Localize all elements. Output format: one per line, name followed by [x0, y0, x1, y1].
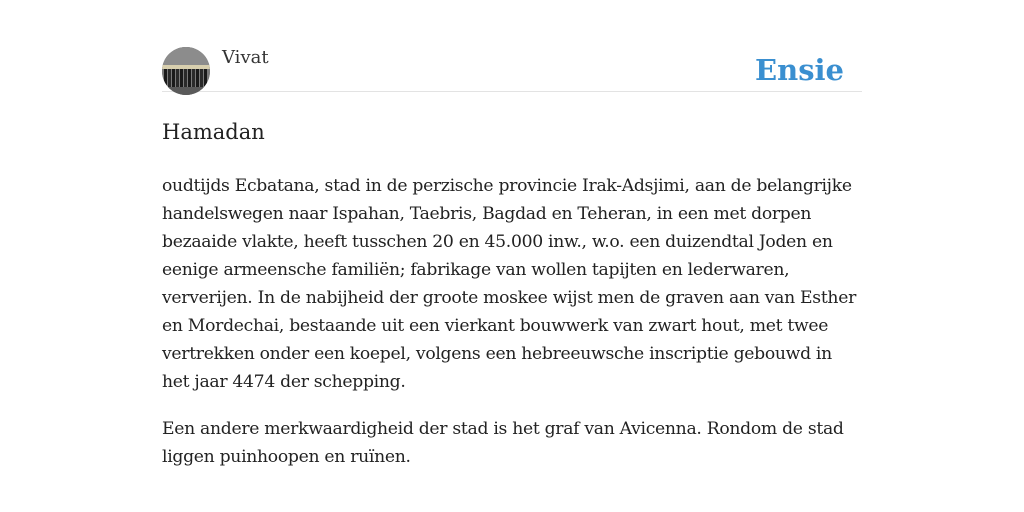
brand-logo[interactable]: Ensie	[755, 53, 844, 87]
entry-body	[162, 172, 862, 471]
entry-title: Hamadan	[162, 120, 265, 144]
author-name[interactable]: Vivat	[222, 47, 269, 68]
entry-paragraph: oudtijds Ecbatana, stad in de perzische provincie Irak-Adsjimi, aan de belangrijke handelswegen naar Ispahan, Taebris, Bagdad en Teheran, in een met dorpen bezaaide vlakte, heeft tusschen 20 en 45.000 inw., w.o. een duizendtal Joden en eenige armeensche familiën; fabrikage van wollen tapijten en lederwaren, ververijen. In de nabijheid der groote moskee wijst men de graven aan van Esther en Mordechai, bestaande uit een vierkant bouwwerk van zwart hout, met twee vertrekken onder een koepel, volgens een hebreeuwsche inscriptie gebouwd in het jaar 4474 der schepping.	[162, 176, 856, 392]
entry-container	[162, 46, 862, 490]
avatar[interactable]	[162, 47, 210, 95]
entry-paragraph: Een andere merkwaardigheid der stad is het graf van Avicenna. Rondom de stad liggen puinhoopen en ruïnen.	[162, 419, 844, 467]
header	[162, 46, 862, 92]
avatar-image	[162, 47, 210, 95]
